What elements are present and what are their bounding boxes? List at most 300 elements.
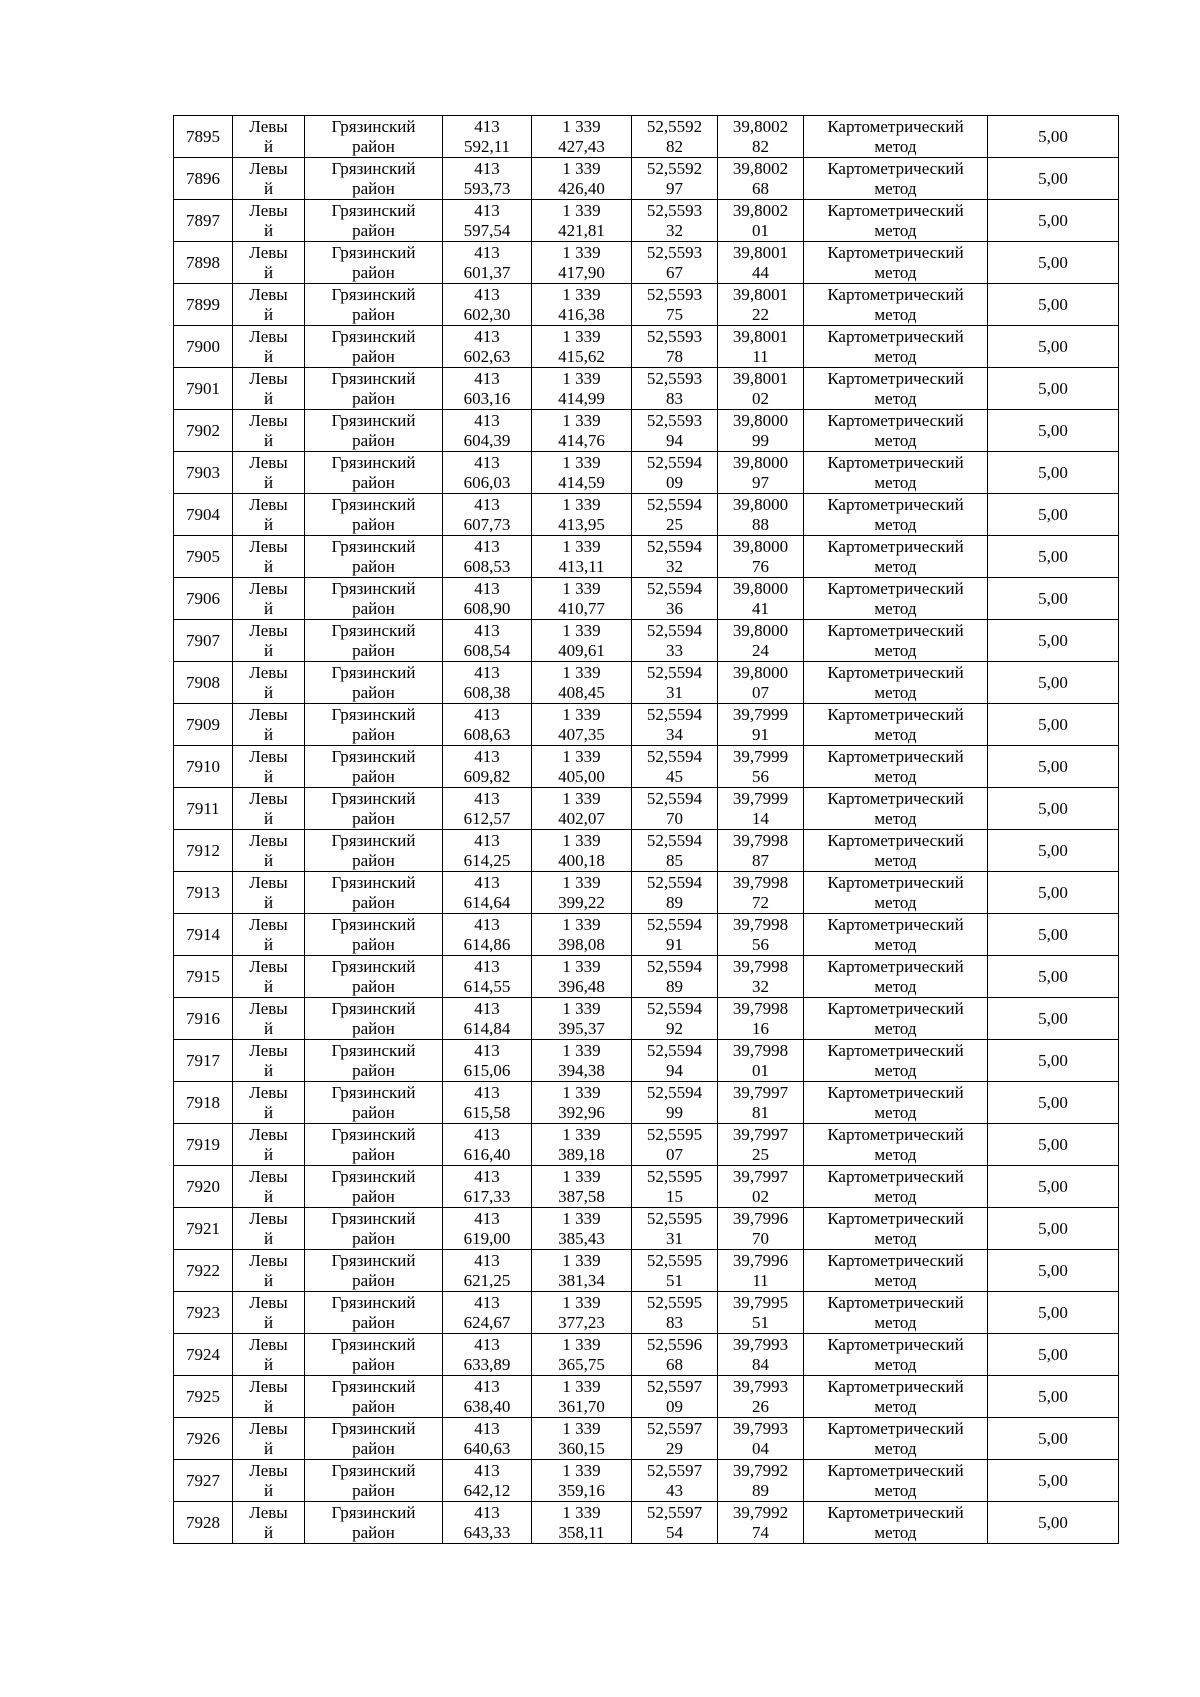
longitude-cell: 39,7999 91 — [718, 704, 804, 746]
width-cell: 5,00 — [988, 746, 1119, 788]
method-cell: Картометрический метод — [804, 326, 988, 368]
district-cell: Грязинский район — [305, 1250, 443, 1292]
width-cell: 5,00 — [988, 326, 1119, 368]
x-coordinate-cell: 413 614,86 — [443, 914, 532, 956]
side-cell: Левы й — [233, 788, 305, 830]
method-cell: Картометрический метод — [804, 116, 988, 158]
longitude-cell: 39,8001 44 — [718, 242, 804, 284]
table-row — [174, 200, 1119, 242]
x-coordinate-cell: 413 615,06 — [443, 1040, 532, 1082]
width-cell: 5,00 — [988, 410, 1119, 452]
longitude-cell: 39,7993 84 — [718, 1334, 804, 1376]
y-coordinate-cell: 1 339 402,07 — [532, 788, 632, 830]
y-coordinate-cell: 1 339 417,90 — [532, 242, 632, 284]
side-cell: Левы й — [233, 1418, 305, 1460]
side-cell: Левы й — [233, 1460, 305, 1502]
width-cell: 5,00 — [988, 1418, 1119, 1460]
method-cell: Картометрический метод — [804, 914, 988, 956]
district-cell: Грязинский район — [305, 368, 443, 410]
method-cell: Картометрический метод — [804, 368, 988, 410]
latitude-cell: 52,5595 31 — [632, 1208, 718, 1250]
table-row — [174, 830, 1119, 872]
district-cell: Грязинский район — [305, 998, 443, 1040]
district-cell: Грязинский район — [305, 494, 443, 536]
table-row — [174, 914, 1119, 956]
district-cell: Грязинский район — [305, 1418, 443, 1460]
x-coordinate-cell: 413 616,40 — [443, 1124, 532, 1166]
district-cell: Грязинский район — [305, 956, 443, 998]
table-row — [174, 956, 1119, 998]
latitude-cell: 52,5594 85 — [632, 830, 718, 872]
side-cell: Левы й — [233, 536, 305, 578]
latitude-cell: 52,5594 91 — [632, 914, 718, 956]
x-coordinate-cell: 413 640,63 — [443, 1418, 532, 1460]
width-cell: 5,00 — [988, 956, 1119, 998]
point-number-cell: 7906 — [174, 578, 233, 620]
longitude-cell: 39,7999 56 — [718, 746, 804, 788]
x-coordinate-cell: 413 602,30 — [443, 284, 532, 326]
table-row — [174, 1082, 1119, 1124]
longitude-cell: 39,7996 70 — [718, 1208, 804, 1250]
district-cell: Грязинский район — [305, 452, 443, 494]
latitude-cell: 52,5593 32 — [632, 200, 718, 242]
table-row — [174, 494, 1119, 536]
latitude-cell: 52,5594 92 — [632, 998, 718, 1040]
latitude-cell: 52,5594 09 — [632, 452, 718, 494]
width-cell: 5,00 — [988, 452, 1119, 494]
table-row — [174, 620, 1119, 662]
side-cell: Левы й — [233, 1502, 305, 1544]
x-coordinate-cell: 413 592,11 — [443, 116, 532, 158]
latitude-cell: 52,5595 83 — [632, 1292, 718, 1334]
district-cell: Грязинский район — [305, 872, 443, 914]
latitude-cell: 52,5594 36 — [632, 578, 718, 620]
latitude-cell: 52,5597 09 — [632, 1376, 718, 1418]
longitude-cell: 39,7992 89 — [718, 1460, 804, 1502]
y-coordinate-cell: 1 339 408,45 — [532, 662, 632, 704]
point-number-cell: 7908 — [174, 662, 233, 704]
latitude-cell: 52,5597 29 — [632, 1418, 718, 1460]
district-cell: Грязинский район — [305, 788, 443, 830]
latitude-cell: 52,5592 97 — [632, 158, 718, 200]
table-row — [174, 536, 1119, 578]
longitude-cell: 39,7993 04 — [718, 1418, 804, 1460]
y-coordinate-cell: 1 339 427,43 — [532, 116, 632, 158]
point-number-cell: 7915 — [174, 956, 233, 998]
district-cell: Грязинский район — [305, 1376, 443, 1418]
method-cell: Картометрический метод — [804, 1334, 988, 1376]
table-row — [174, 284, 1119, 326]
longitude-cell: 39,7995 51 — [718, 1292, 804, 1334]
table-row — [174, 872, 1119, 914]
longitude-cell: 39,8000 07 — [718, 662, 804, 704]
x-coordinate-cell: 413 614,64 — [443, 872, 532, 914]
latitude-cell: 52,5595 51 — [632, 1250, 718, 1292]
table-row — [174, 410, 1119, 452]
method-cell: Картометрический метод — [804, 1040, 988, 1082]
table-row — [174, 1208, 1119, 1250]
width-cell: 5,00 — [988, 998, 1119, 1040]
latitude-cell: 52,5597 54 — [632, 1502, 718, 1544]
point-number-cell: 7920 — [174, 1166, 233, 1208]
table-row — [174, 1460, 1119, 1502]
y-coordinate-cell: 1 339 394,38 — [532, 1040, 632, 1082]
point-number-cell: 7926 — [174, 1418, 233, 1460]
x-coordinate-cell: 413 612,57 — [443, 788, 532, 830]
x-coordinate-cell: 413 608,63 — [443, 704, 532, 746]
method-cell: Картометрический метод — [804, 620, 988, 662]
coordinates-table — [173, 115, 1119, 1544]
width-cell: 5,00 — [988, 1376, 1119, 1418]
latitude-cell: 52,5594 94 — [632, 1040, 718, 1082]
side-cell: Левы й — [233, 704, 305, 746]
longitude-cell: 39,8000 99 — [718, 410, 804, 452]
y-coordinate-cell: 1 339 358,11 — [532, 1502, 632, 1544]
side-cell: Левы й — [233, 662, 305, 704]
side-cell: Левы й — [233, 746, 305, 788]
table-row — [174, 1502, 1119, 1544]
longitude-cell: 39,7998 16 — [718, 998, 804, 1040]
x-coordinate-cell: 413 597,54 — [443, 200, 532, 242]
latitude-cell: 52,5593 94 — [632, 410, 718, 452]
longitude-cell: 39,7998 87 — [718, 830, 804, 872]
latitude-cell: 52,5594 33 — [632, 620, 718, 662]
table-row — [174, 1418, 1119, 1460]
point-number-cell: 7918 — [174, 1082, 233, 1124]
longitude-cell: 39,7998 32 — [718, 956, 804, 998]
method-cell: Картометрический метод — [804, 872, 988, 914]
method-cell: Картометрический метод — [804, 704, 988, 746]
district-cell: Грязинский район — [305, 1082, 443, 1124]
longitude-cell: 39,8002 68 — [718, 158, 804, 200]
table-row — [174, 242, 1119, 284]
method-cell: Картометрический метод — [804, 830, 988, 872]
side-cell: Левы й — [233, 830, 305, 872]
point-number-cell: 7898 — [174, 242, 233, 284]
y-coordinate-cell: 1 339 365,75 — [532, 1334, 632, 1376]
x-coordinate-cell: 413 593,73 — [443, 158, 532, 200]
point-number-cell: 7923 — [174, 1292, 233, 1334]
district-cell: Грязинский район — [305, 746, 443, 788]
width-cell: 5,00 — [988, 788, 1119, 830]
y-coordinate-cell: 1 339 396,48 — [532, 956, 632, 998]
x-coordinate-cell: 413 617,33 — [443, 1166, 532, 1208]
longitude-cell: 39,8000 88 — [718, 494, 804, 536]
width-cell: 5,00 — [988, 872, 1119, 914]
x-coordinate-cell: 413 614,84 — [443, 998, 532, 1040]
district-cell: Грязинский район — [305, 704, 443, 746]
side-cell: Левы й — [233, 1250, 305, 1292]
point-number-cell: 7914 — [174, 914, 233, 956]
point-number-cell: 7924 — [174, 1334, 233, 1376]
latitude-cell: 52,5593 67 — [632, 242, 718, 284]
point-number-cell: 7904 — [174, 494, 233, 536]
x-coordinate-cell: 413 607,73 — [443, 494, 532, 536]
table-row — [174, 998, 1119, 1040]
y-coordinate-cell: 1 339 415,62 — [532, 326, 632, 368]
y-coordinate-cell: 1 339 414,76 — [532, 410, 632, 452]
district-cell: Грязинский район — [305, 536, 443, 578]
x-coordinate-cell: 413 604,39 — [443, 410, 532, 452]
latitude-cell: 52,5595 07 — [632, 1124, 718, 1166]
district-cell: Грязинский район — [305, 1502, 443, 1544]
method-cell: Картометрический метод — [804, 1502, 988, 1544]
point-number-cell: 7925 — [174, 1376, 233, 1418]
x-coordinate-cell: 413 638,40 — [443, 1376, 532, 1418]
y-coordinate-cell: 1 339 359,16 — [532, 1460, 632, 1502]
side-cell: Левы й — [233, 200, 305, 242]
latitude-cell: 52,5594 34 — [632, 704, 718, 746]
district-cell: Грязинский район — [305, 1460, 443, 1502]
table-row — [174, 1250, 1119, 1292]
longitude-cell: 39,7999 14 — [718, 788, 804, 830]
latitude-cell: 52,5594 70 — [632, 788, 718, 830]
side-cell: Левы й — [233, 242, 305, 284]
method-cell: Картометрический метод — [804, 200, 988, 242]
width-cell: 5,00 — [988, 284, 1119, 326]
point-number-cell: 7911 — [174, 788, 233, 830]
y-coordinate-cell: 1 339 398,08 — [532, 914, 632, 956]
width-cell: 5,00 — [988, 662, 1119, 704]
district-cell: Грязинский район — [305, 116, 443, 158]
longitude-cell: 39,8002 01 — [718, 200, 804, 242]
width-cell: 5,00 — [988, 200, 1119, 242]
x-coordinate-cell: 413 608,38 — [443, 662, 532, 704]
y-coordinate-cell: 1 339 407,35 — [532, 704, 632, 746]
method-cell: Картометрический метод — [804, 452, 988, 494]
width-cell: 5,00 — [988, 914, 1119, 956]
longitude-cell: 39,8000 41 — [718, 578, 804, 620]
point-number-cell: 7910 — [174, 746, 233, 788]
side-cell: Левы й — [233, 956, 305, 998]
point-number-cell: 7896 — [174, 158, 233, 200]
point-number-cell: 7899 — [174, 284, 233, 326]
table-row — [174, 788, 1119, 830]
district-cell: Грязинский район — [305, 578, 443, 620]
method-cell: Картометрический метод — [804, 1208, 988, 1250]
longitude-cell: 39,8000 76 — [718, 536, 804, 578]
table-row — [174, 746, 1119, 788]
district-cell: Грязинский район — [305, 1124, 443, 1166]
latitude-cell: 52,5592 82 — [632, 116, 718, 158]
side-cell: Левы й — [233, 1082, 305, 1124]
x-coordinate-cell: 413 608,53 — [443, 536, 532, 578]
width-cell: 5,00 — [988, 830, 1119, 872]
point-number-cell: 7917 — [174, 1040, 233, 1082]
method-cell: Картометрический метод — [804, 662, 988, 704]
x-coordinate-cell: 413 606,03 — [443, 452, 532, 494]
longitude-cell: 39,8002 82 — [718, 116, 804, 158]
x-coordinate-cell: 413 609,82 — [443, 746, 532, 788]
method-cell: Картометрический метод — [804, 1460, 988, 1502]
side-cell: Левы й — [233, 872, 305, 914]
x-coordinate-cell: 413 602,63 — [443, 326, 532, 368]
longitude-cell: 39,7993 26 — [718, 1376, 804, 1418]
width-cell: 5,00 — [988, 1502, 1119, 1544]
point-number-cell: 7927 — [174, 1460, 233, 1502]
x-coordinate-cell: 413 614,25 — [443, 830, 532, 872]
district-cell: Грязинский район — [305, 1166, 443, 1208]
latitude-cell: 52,5593 75 — [632, 284, 718, 326]
point-number-cell: 7897 — [174, 200, 233, 242]
district-cell: Грязинский район — [305, 200, 443, 242]
width-cell: 5,00 — [988, 1208, 1119, 1250]
y-coordinate-cell: 1 339 409,61 — [532, 620, 632, 662]
point-number-cell: 7895 — [174, 116, 233, 158]
point-number-cell: 7928 — [174, 1502, 233, 1544]
method-cell: Картометрический метод — [804, 1082, 988, 1124]
district-cell: Грязинский район — [305, 1040, 443, 1082]
point-number-cell: 7903 — [174, 452, 233, 494]
point-number-cell: 7912 — [174, 830, 233, 872]
district-cell: Грязинский район — [305, 662, 443, 704]
y-coordinate-cell: 1 339 389,18 — [532, 1124, 632, 1166]
table-row — [174, 1124, 1119, 1166]
point-number-cell: 7913 — [174, 872, 233, 914]
district-cell: Грязинский район — [305, 158, 443, 200]
table-row — [174, 704, 1119, 746]
table-row — [174, 662, 1119, 704]
longitude-cell: 39,7997 81 — [718, 1082, 804, 1124]
y-coordinate-cell: 1 339 399,22 — [532, 872, 632, 914]
width-cell: 5,00 — [988, 536, 1119, 578]
district-cell: Грязинский район — [305, 284, 443, 326]
table-row — [174, 1040, 1119, 1082]
table-row — [174, 1166, 1119, 1208]
district-cell: Грязинский район — [305, 620, 443, 662]
y-coordinate-cell: 1 339 392,96 — [532, 1082, 632, 1124]
district-cell: Грязинский район — [305, 326, 443, 368]
method-cell: Картометрический метод — [804, 746, 988, 788]
y-coordinate-cell: 1 339 405,00 — [532, 746, 632, 788]
y-coordinate-cell: 1 339 387,58 — [532, 1166, 632, 1208]
longitude-cell: 39,7997 25 — [718, 1124, 804, 1166]
side-cell: Левы й — [233, 1166, 305, 1208]
x-coordinate-cell: 413 633,89 — [443, 1334, 532, 1376]
y-coordinate-cell: 1 339 381,34 — [532, 1250, 632, 1292]
width-cell: 5,00 — [988, 116, 1119, 158]
x-coordinate-cell: 413 642,12 — [443, 1460, 532, 1502]
latitude-cell: 52,5594 99 — [632, 1082, 718, 1124]
side-cell: Левы й — [233, 326, 305, 368]
x-coordinate-cell: 413 608,90 — [443, 578, 532, 620]
method-cell: Картометрический метод — [804, 788, 988, 830]
x-coordinate-cell: 413 619,00 — [443, 1208, 532, 1250]
method-cell: Картометрический метод — [804, 494, 988, 536]
longitude-cell: 39,7998 56 — [718, 914, 804, 956]
side-cell: Левы й — [233, 914, 305, 956]
x-coordinate-cell: 413 608,54 — [443, 620, 532, 662]
y-coordinate-cell: 1 339 360,15 — [532, 1418, 632, 1460]
point-number-cell: 7907 — [174, 620, 233, 662]
width-cell: 5,00 — [988, 1292, 1119, 1334]
latitude-cell: 52,5596 68 — [632, 1334, 718, 1376]
side-cell: Левы й — [233, 452, 305, 494]
method-cell: Картометрический метод — [804, 536, 988, 578]
method-cell: Картометрический метод — [804, 1124, 988, 1166]
side-cell: Левы й — [233, 1292, 305, 1334]
point-number-cell: 7901 — [174, 368, 233, 410]
width-cell: 5,00 — [988, 704, 1119, 746]
district-cell: Грязинский район — [305, 1334, 443, 1376]
side-cell: Левы й — [233, 1208, 305, 1250]
method-cell: Картометрический метод — [804, 1376, 988, 1418]
longitude-cell: 39,8000 97 — [718, 452, 804, 494]
longitude-cell: 39,7992 74 — [718, 1502, 804, 1544]
method-cell: Картометрический метод — [804, 1418, 988, 1460]
district-cell: Грязинский район — [305, 1292, 443, 1334]
side-cell: Левы й — [233, 1124, 305, 1166]
longitude-cell: 39,7996 11 — [718, 1250, 804, 1292]
longitude-cell: 39,8001 02 — [718, 368, 804, 410]
method-cell: Картометрический метод — [804, 578, 988, 620]
point-number-cell: 7919 — [174, 1124, 233, 1166]
point-number-cell: 7922 — [174, 1250, 233, 1292]
width-cell: 5,00 — [988, 1124, 1119, 1166]
longitude-cell: 39,7998 72 — [718, 872, 804, 914]
side-cell: Левы й — [233, 1376, 305, 1418]
y-coordinate-cell: 1 339 413,11 — [532, 536, 632, 578]
side-cell: Левы й — [233, 158, 305, 200]
latitude-cell: 52,5593 78 — [632, 326, 718, 368]
width-cell: 5,00 — [988, 1334, 1119, 1376]
y-coordinate-cell: 1 339 400,18 — [532, 830, 632, 872]
method-cell: Картометрический метод — [804, 158, 988, 200]
side-cell: Левы й — [233, 998, 305, 1040]
width-cell: 5,00 — [988, 1250, 1119, 1292]
x-coordinate-cell: 413 601,37 — [443, 242, 532, 284]
x-coordinate-cell: 413 624,67 — [443, 1292, 532, 1334]
table-row — [174, 578, 1119, 620]
width-cell: 5,00 — [988, 1040, 1119, 1082]
side-cell: Левы й — [233, 494, 305, 536]
side-cell: Левы й — [233, 1334, 305, 1376]
point-number-cell: 7921 — [174, 1208, 233, 1250]
side-cell: Левы й — [233, 368, 305, 410]
y-coordinate-cell: 1 339 414,99 — [532, 368, 632, 410]
method-cell: Картометрический метод — [804, 284, 988, 326]
district-cell: Грязинский район — [305, 242, 443, 284]
width-cell: 5,00 — [988, 578, 1119, 620]
width-cell: 5,00 — [988, 1460, 1119, 1502]
latitude-cell: 52,5593 83 — [632, 368, 718, 410]
x-coordinate-cell: 413 615,58 — [443, 1082, 532, 1124]
table-row — [174, 452, 1119, 494]
latitude-cell: 52,5594 89 — [632, 872, 718, 914]
y-coordinate-cell: 1 339 416,38 — [532, 284, 632, 326]
x-coordinate-cell: 413 614,55 — [443, 956, 532, 998]
longitude-cell: 39,8001 22 — [718, 284, 804, 326]
y-coordinate-cell: 1 339 414,59 — [532, 452, 632, 494]
width-cell: 5,00 — [988, 494, 1119, 536]
method-cell: Картометрический метод — [804, 1292, 988, 1334]
table-row — [174, 326, 1119, 368]
longitude-cell: 39,7998 01 — [718, 1040, 804, 1082]
latitude-cell: 52,5594 89 — [632, 956, 718, 998]
y-coordinate-cell: 1 339 385,43 — [532, 1208, 632, 1250]
x-coordinate-cell: 413 643,33 — [443, 1502, 532, 1544]
method-cell: Картометрический метод — [804, 1250, 988, 1292]
longitude-cell: 39,8001 11 — [718, 326, 804, 368]
y-coordinate-cell: 1 339 413,95 — [532, 494, 632, 536]
side-cell: Левы й — [233, 578, 305, 620]
side-cell: Левы й — [233, 284, 305, 326]
latitude-cell: 52,5594 32 — [632, 536, 718, 578]
side-cell: Левы й — [233, 620, 305, 662]
table-row — [174, 1334, 1119, 1376]
table-row — [174, 116, 1119, 158]
x-coordinate-cell: 413 621,25 — [443, 1250, 532, 1292]
